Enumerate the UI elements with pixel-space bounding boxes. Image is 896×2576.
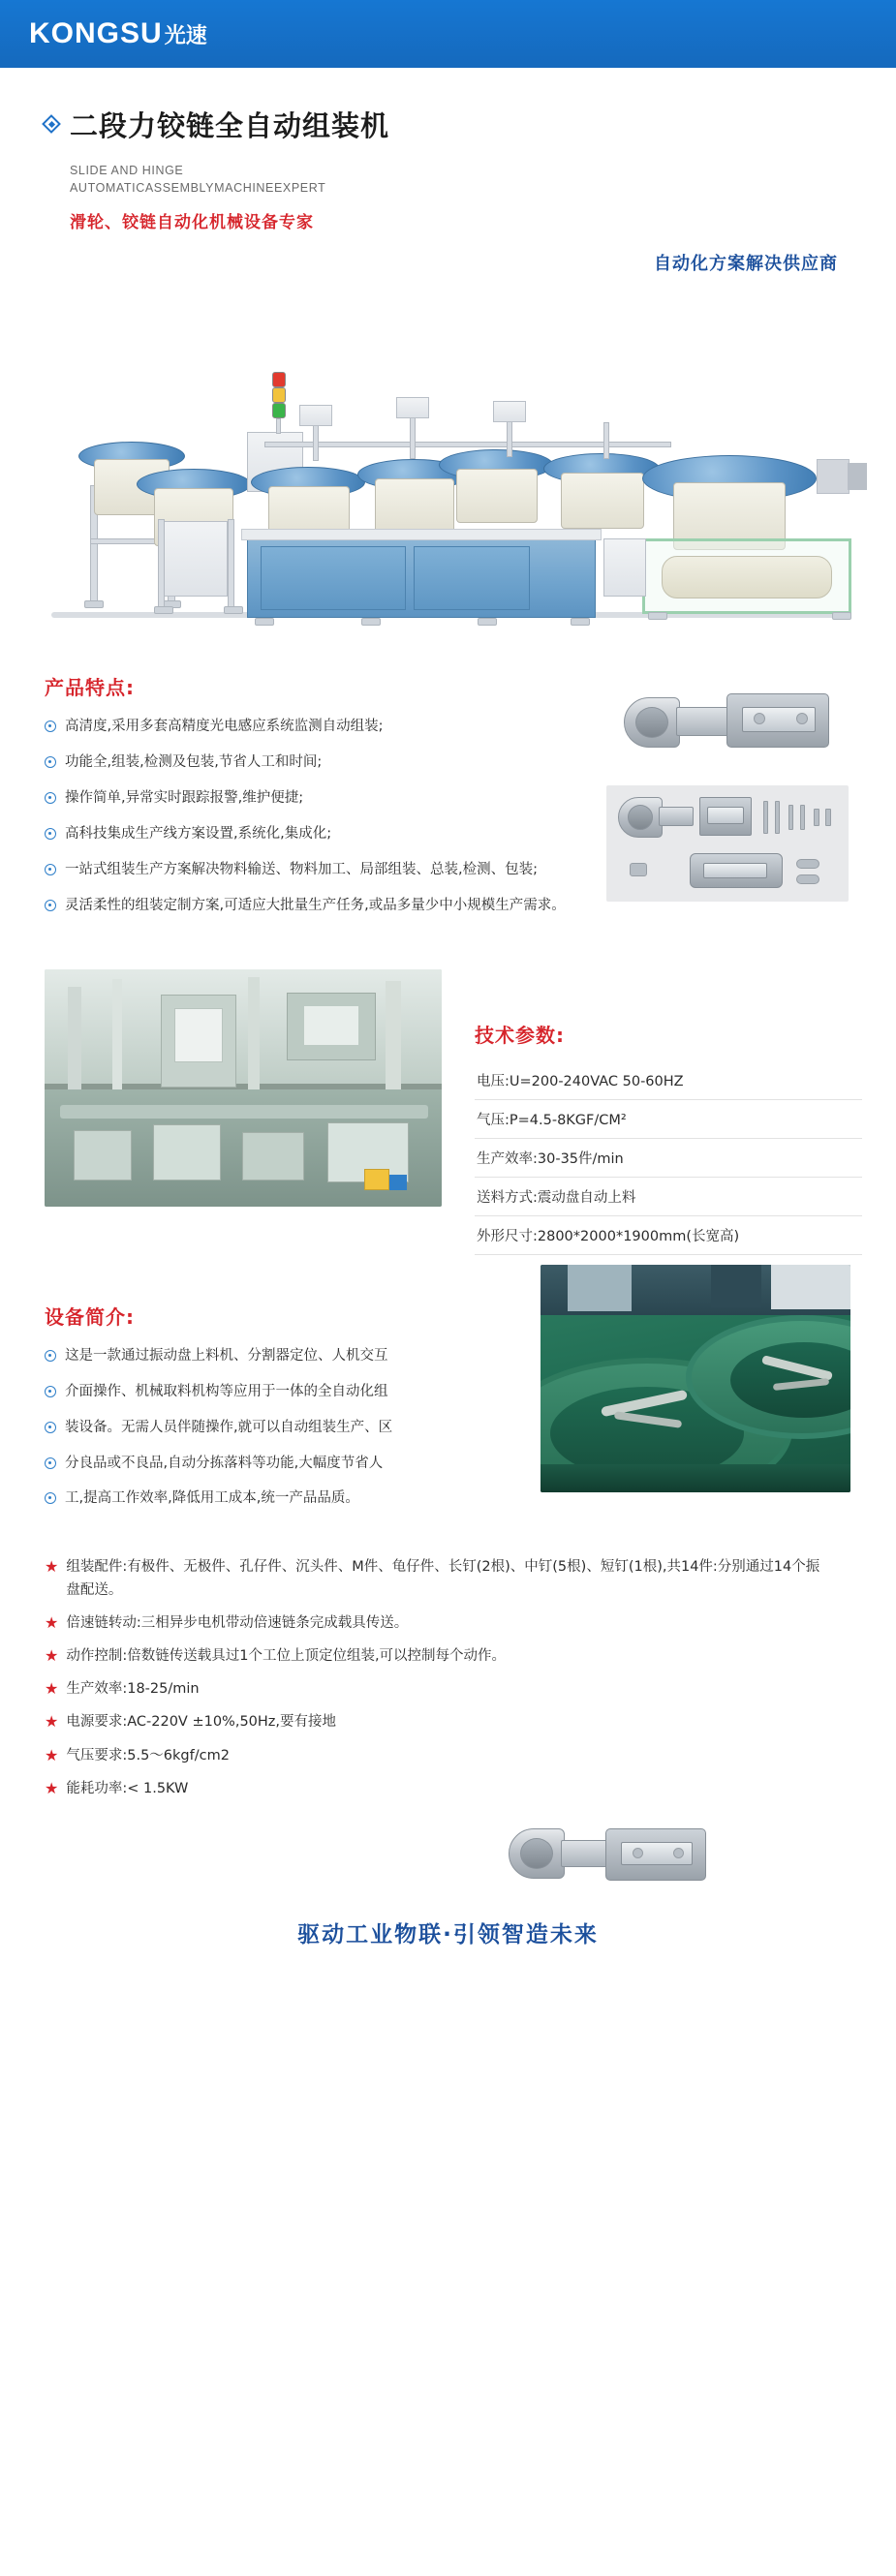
title-row bbox=[45, 105, 896, 144]
feature-text: 高清度,采用多套高精度光电感应系统监测自动组装; bbox=[65, 719, 384, 735]
brand-latin-text: KONGSU bbox=[29, 17, 163, 49]
features-right-column bbox=[582, 672, 873, 931]
spec-row: 生产效率:30-35件/min bbox=[475, 1139, 862, 1178]
list-item bbox=[45, 1778, 833, 1800]
title-block bbox=[0, 68, 896, 275]
page-title: 二段力铰链全自动组装机 bbox=[70, 109, 390, 142]
supplier-tagline: 自动化方案解决供应商 bbox=[654, 254, 838, 275]
machine-interior-photo bbox=[45, 969, 442, 1207]
ring-bullet-icon bbox=[45, 756, 56, 768]
header-bar bbox=[0, 0, 896, 68]
spec-row: 送料方式:震动盘自动上料 bbox=[475, 1178, 862, 1216]
ring-bullet-icon bbox=[45, 900, 56, 911]
intro-list bbox=[45, 1345, 519, 1512]
star-text: 能耗功率:< 1.5KW bbox=[66, 1780, 189, 1796]
feature-text: 一站式组装生产方案解决物料输送、物料加工、局部组装、总装,检测、包装; bbox=[65, 861, 538, 877]
star-text: 电源要求:AC-220V ±10%,50Hz,要有接地 bbox=[66, 1714, 337, 1731]
list-item bbox=[45, 1678, 833, 1701]
brand-chinese-text: 光速 bbox=[164, 24, 207, 48]
star-icon: ★ bbox=[45, 1557, 59, 1577]
subtitle-english bbox=[70, 162, 896, 197]
intro-heading: 设备简介: bbox=[45, 1304, 135, 1329]
subtitle-english-line2: AUTOMATICASSEMBLYMACHINEEXPERT bbox=[70, 181, 326, 196]
list-item bbox=[45, 716, 572, 739]
feature-text: 功能全,组装,检测及包装,节省人工和时间; bbox=[65, 754, 323, 771]
vibratory-bowl-photo bbox=[541, 1265, 850, 1492]
list-item bbox=[45, 787, 572, 811]
ring-bullet-icon bbox=[45, 1422, 56, 1433]
diamond-bullet-icon bbox=[45, 117, 60, 133]
ring-bullet-icon bbox=[45, 1457, 56, 1469]
spec-row: 外形尺寸:2800*2000*1900mm(长宽高) bbox=[475, 1216, 862, 1255]
star-icon: ★ bbox=[45, 1679, 59, 1699]
spec-row: 电压:U=200-240VAC 50-60HZ bbox=[475, 1061, 862, 1100]
intro-section bbox=[0, 1302, 896, 1524]
subtitle-chinese: 滑轮、铰链自动化机械设备专家 bbox=[70, 213, 314, 233]
star-icon: ★ bbox=[45, 1778, 59, 1797]
feature-text: 灵活柔性的组装定制方案,可适应大批量生产任务,或品多量少中小规模生产需求。 bbox=[65, 897, 566, 913]
star-text: 气压要求:5.5〜6kgf/cm2 bbox=[66, 1747, 230, 1763]
spec-row: 气压:P=4.5-8KGF/CM² bbox=[475, 1100, 862, 1139]
footer-hinge-photo bbox=[499, 1811, 722, 1903]
list-item bbox=[45, 1645, 833, 1668]
intro-text: 这是一款通过振动盘上料机、分割器定位、人机交互 bbox=[65, 1347, 388, 1364]
hinge-product-photo bbox=[606, 672, 849, 774]
list-item bbox=[45, 859, 572, 882]
star-icon: ★ bbox=[45, 1612, 59, 1632]
star-spec-list bbox=[0, 1556, 833, 1800]
feature-text: 操作简单,异常实时跟踪报警,维护便捷; bbox=[65, 790, 304, 807]
feature-text: 高科技集成生产线方案设置,系统化,集成化; bbox=[65, 826, 332, 843]
star-text: 组装配件:有极件、无极件、孔仔件、沉头件、M件、龟仔件、长钉(2根)、中钉(5根)、短钉(1根),共14件:分别通过14个振盘配送。 bbox=[66, 1559, 820, 1598]
list-item bbox=[45, 1612, 833, 1635]
parts-kit-photo bbox=[606, 785, 849, 902]
list-item bbox=[45, 1745, 833, 1767]
list-item bbox=[45, 1417, 519, 1440]
list-item bbox=[45, 1381, 519, 1404]
footer-slogan: 驱动工业物联·引领智造未来 bbox=[297, 1921, 599, 1947]
list-item bbox=[45, 1487, 519, 1511]
star-icon: ★ bbox=[45, 1645, 59, 1665]
ring-bullet-icon bbox=[45, 792, 56, 804]
features-section bbox=[0, 672, 896, 931]
ring-bullet-icon bbox=[45, 864, 56, 875]
ring-bullet-icon bbox=[45, 828, 56, 840]
ring-bullet-icon bbox=[45, 721, 56, 732]
specs-list bbox=[475, 1061, 862, 1255]
brand-logo bbox=[29, 17, 207, 50]
list-item bbox=[45, 823, 572, 846]
intro-text: 分良品或不良品,自动分拣落料等功能,大幅度节省人 bbox=[65, 1455, 384, 1471]
ring-bullet-icon bbox=[45, 1386, 56, 1397]
list-item bbox=[45, 895, 572, 918]
star-icon: ★ bbox=[45, 1712, 59, 1732]
list-item bbox=[45, 1711, 833, 1733]
specs-right-column bbox=[475, 969, 862, 1255]
list-item bbox=[45, 1453, 519, 1476]
intro-left-column bbox=[45, 1302, 519, 1524]
features-left-column bbox=[45, 672, 572, 931]
intro-text: 工,提高工作效率,降低用工成本,统一产品品质。 bbox=[65, 1490, 359, 1507]
star-icon: ★ bbox=[45, 1745, 59, 1764]
features-heading: 产品特点: bbox=[45, 676, 135, 700]
ring-bullet-icon bbox=[45, 1350, 56, 1362]
features-list bbox=[45, 716, 572, 918]
star-text: 动作控制:倍数链传送载具过1个工位上顶定位组装,可以控制每个动作。 bbox=[66, 1647, 507, 1664]
star-text: 倍速链转动:三相异步电机带动倍速链条完成载具传送。 bbox=[66, 1614, 409, 1631]
intro-text: 介面操作、机械取料机构等应用于一体的全自动化组 bbox=[65, 1383, 388, 1399]
star-text: 生产效率:18-25/min bbox=[66, 1681, 200, 1698]
list-item bbox=[45, 751, 572, 775]
list-item bbox=[45, 1345, 519, 1368]
specs-section bbox=[0, 969, 896, 1255]
list-item bbox=[45, 1556, 833, 1601]
intro-text: 装设备。无需人员伴随操作,就可以自动组装生产、区 bbox=[65, 1419, 393, 1435]
machine-photo bbox=[22, 296, 875, 635]
ring-bullet-icon bbox=[45, 1492, 56, 1504]
subtitle-english-line1: SLIDE AND HINGE bbox=[70, 164, 184, 177]
specs-heading: 技术参数: bbox=[475, 1023, 565, 1047]
